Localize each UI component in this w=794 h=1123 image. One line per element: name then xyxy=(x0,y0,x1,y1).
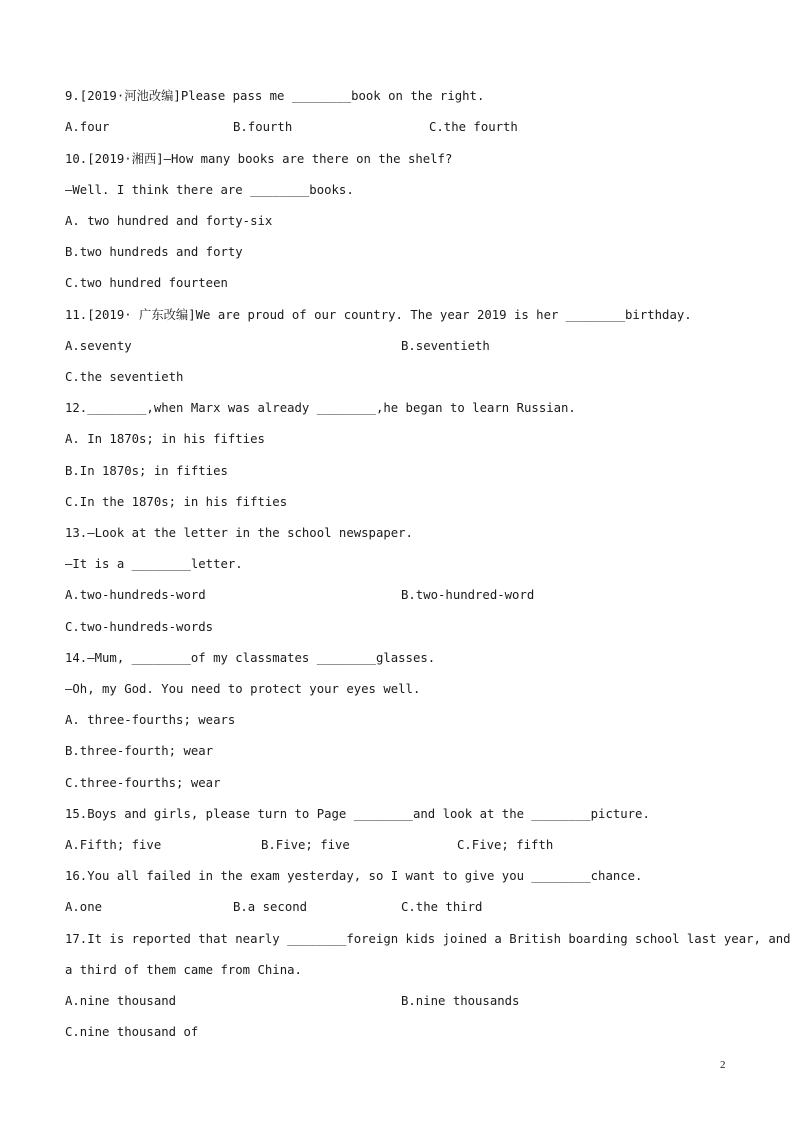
q12-stem: 12.________,when Marx was already ________,he began to learn Russian. xyxy=(65,401,576,415)
page-number: 2 xyxy=(720,1059,726,1071)
q17-stem: 17.It is reported that nearly ________foreign kids joined a British boarding school last year, and xyxy=(65,932,791,946)
q13-stem: 13.—Look at the letter in the school newspaper. xyxy=(65,526,413,540)
q14-option-a: A. three-fourths; wears xyxy=(65,713,236,727)
q14-option-b: B.three-fourth; wear xyxy=(65,744,214,758)
q12-option-a: A. In 1870s; in his fifties xyxy=(65,432,265,446)
q9-option-b: B.fourth xyxy=(233,120,293,134)
q17-option-c: C.nine thousand of xyxy=(65,1025,199,1039)
q15-option-a: A.Fifth; five xyxy=(65,838,162,852)
q9-stem: 9.[2019·河池改编]Please pass me ________book on the right. xyxy=(65,89,485,103)
q12-option-b: B.In 1870s; in fifties xyxy=(65,464,228,478)
q14-stem-2: —Oh, my God. You need to protect your eyes well. xyxy=(65,682,421,696)
q15-stem: 15.Boys and girls, please turn to Page ________and look at the ________picture. xyxy=(65,807,650,821)
q13-option-c: C.two-hundreds-words xyxy=(65,620,214,634)
q11-option-a: A.seventy xyxy=(65,339,132,353)
q9-option-a: A.four xyxy=(65,120,110,134)
q15-option-b: B.Five; five xyxy=(261,838,350,852)
q14-option-c: C.three-fourths; wear xyxy=(65,776,221,790)
q9-option-c: C.the fourth xyxy=(429,120,518,134)
q15-option-c: C.Five; fifth xyxy=(457,838,554,852)
q10-option-c: C.two hundred fourteen xyxy=(65,276,228,290)
q11-option-b: B.seventieth xyxy=(401,339,490,353)
q10-stem: 10.[2019·湘西]—How many books are there on the shelf? xyxy=(65,152,453,166)
q16-option-c: C.the third xyxy=(401,900,483,914)
q13-stem-2: —It is a ________letter. xyxy=(65,557,243,571)
q16-option-a: A.one xyxy=(65,900,103,914)
q16-option-b: B.a second xyxy=(233,900,308,914)
q13-option-a: A.two-hundreds-word xyxy=(65,588,206,602)
q10-stem-2: —Well. I think there are ________books. xyxy=(65,183,354,197)
q17-option-b: B.nine thousands xyxy=(401,994,520,1008)
q14-stem: 14.—Mum, ________of my classmates ________glasses. xyxy=(65,651,436,665)
q11-option-c: C.the seventieth xyxy=(65,370,184,384)
q11-stem: 11.[2019· 广东改编]We are proud of our country. The year 2019 is her ________birthday. xyxy=(65,308,692,322)
q17-option-a: A.nine thousand xyxy=(65,994,177,1008)
q17-stem-2: a third of them came from China. xyxy=(65,963,302,977)
q10-option-b: B.two hundreds and forty xyxy=(65,245,243,259)
q12-option-c: C.In the 1870s; in his fifties xyxy=(65,495,288,509)
q16-stem: 16.You all failed in the exam yesterday, so I want to give you ________chance. xyxy=(65,869,643,883)
q10-option-a: A. two hundred and forty-six xyxy=(65,214,273,228)
q13-option-b: B.two-hundred-word xyxy=(401,588,535,602)
